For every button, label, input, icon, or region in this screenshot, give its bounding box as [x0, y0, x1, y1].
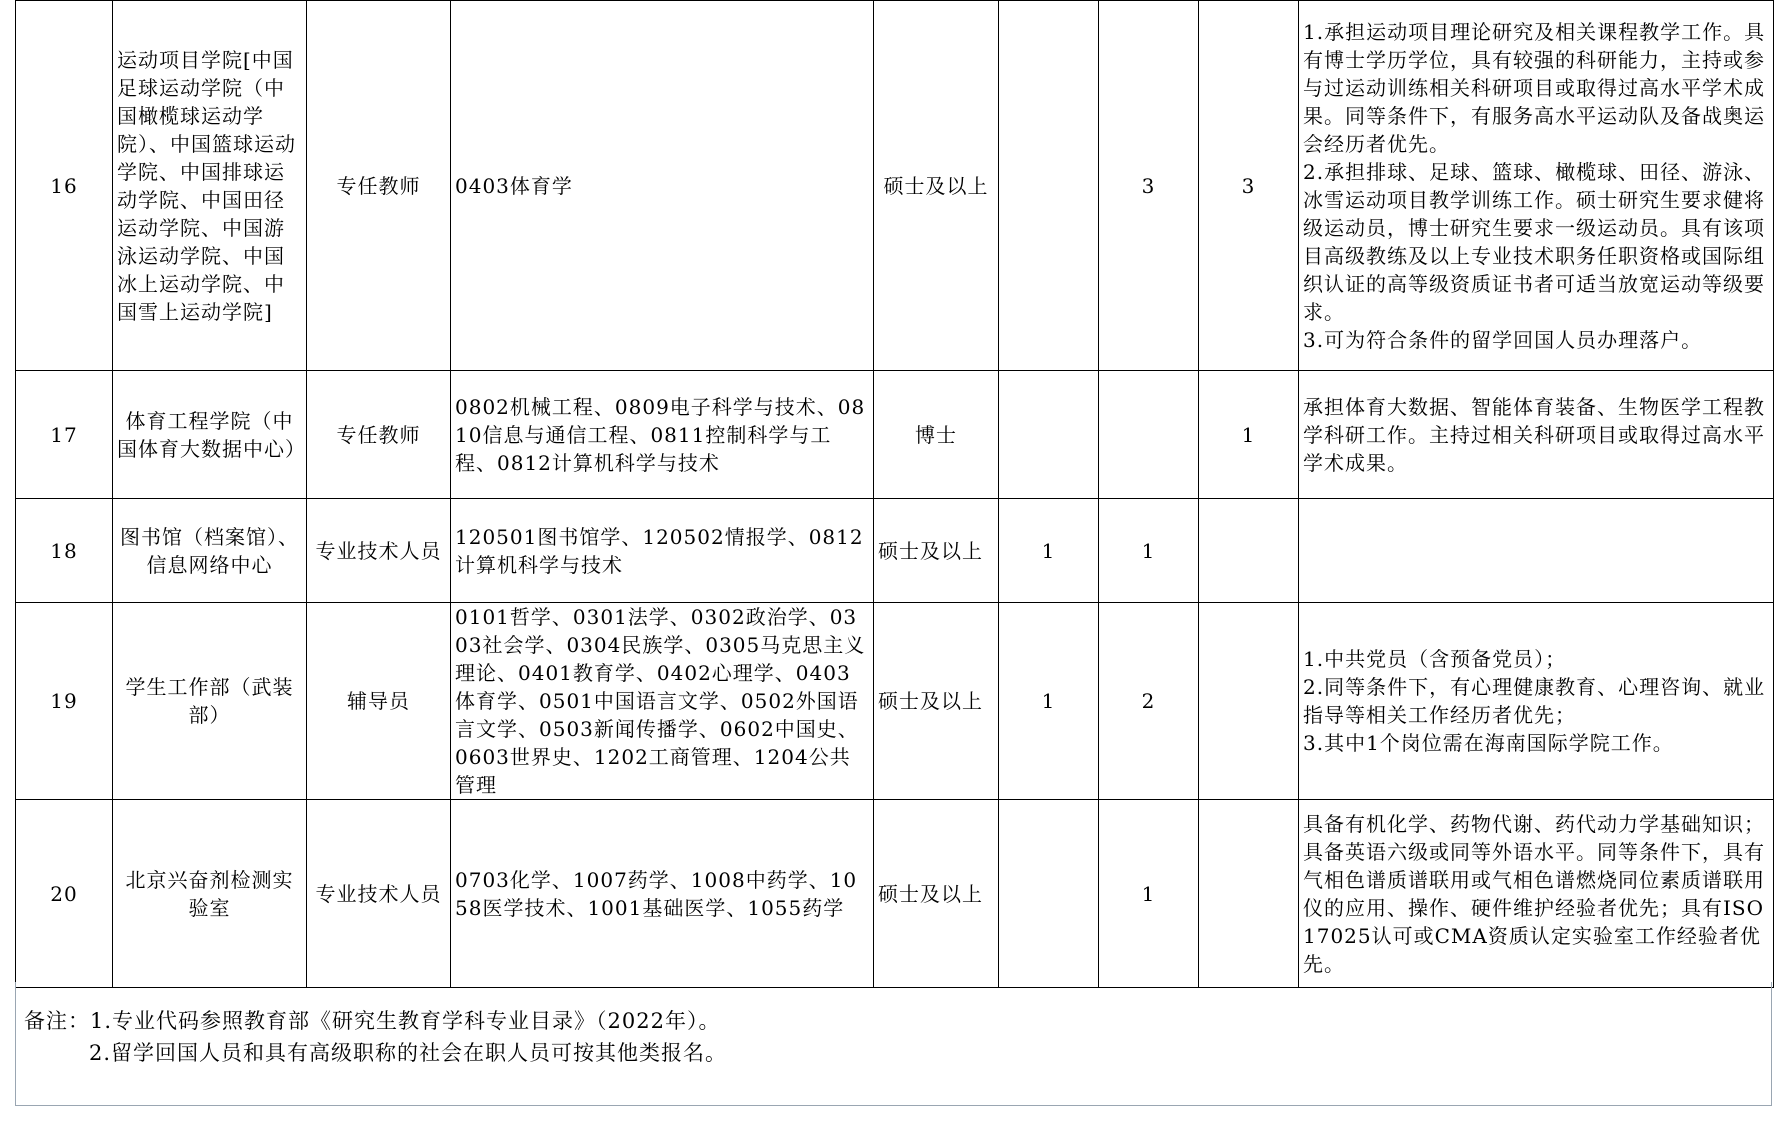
- department-cell: 运动项目学院[中国足球运动学院（中国橄榄球运动学院）、中国篮球运动学院、中国排球运动学院、中国田径运动学院、中国游泳运动学院、中国冰上运动学院、中国雪上运动学院]: [113, 1, 307, 371]
- count-cell-1: 1: [999, 603, 1099, 800]
- position-cell: 专任教师: [307, 371, 451, 499]
- department-cell: 体育工程学院（中国体育大数据中心）: [113, 371, 307, 499]
- recruitment-table: [15, 0, 1774, 988]
- major-cell: 0703化学、1007药学、1008中药学、1058医学技术、1001基础医学、1055药学: [451, 800, 874, 988]
- count-cell-2: 1: [1099, 499, 1199, 603]
- count-cell-1: [999, 800, 1099, 988]
- table-row: [16, 1, 1774, 371]
- position-cell: 专业技术人员: [307, 800, 451, 988]
- degree-cell: 硕士及以上: [874, 800, 999, 988]
- count-cell-2: 3: [1099, 1, 1199, 371]
- requirements-cell: 1.承担运动项目理论研究及相关课程教学工作。具有博士学历学位，具有较强的科研能力，主持或参与过运动训练相关科研项目或取得过高水平学术成果。同等条件下，有服务高水平运动队及备战奥运会经历者优先。 2.承担排球、足球、篮球、橄榄球、田径、游泳、冰雪运动项目教学训练工作。硕士研究生要求健将级运动员，博士研究生要求一级运动员。具有该项目高级教练及以上专业技术职务任职资格或国际组织认证的高等级资质证书者可适当放宽运动等级要求。 3.可为符合条件的留学回国人员办理落户。: [1299, 1, 1774, 371]
- department-cell: 学生工作部（武装部）: [113, 603, 307, 800]
- degree-cell: 硕士及以上: [874, 1, 999, 371]
- count-cell-3: [1199, 499, 1299, 603]
- degree-cell: 硕士及以上: [874, 603, 999, 800]
- requirements-cell: 承担体育大数据、智能体育装备、生物医学工程教学科研工作。主持过相关科研项目或取得过高水平学术成果。: [1299, 371, 1774, 499]
- requirements-cell: [1299, 499, 1774, 603]
- major-cell: 0101哲学、0301法学、0302政治学、0303社会学、0304民族学、0305马克思主义理论、0401教育学、0402心理学、0403体育学、0501中国语言文学、0502外国语言文学、0503新闻传播学、0602中国史、0603世界史、1202工商管理、1204公共管理: [451, 603, 874, 800]
- row-number: 17: [16, 371, 113, 499]
- row-number: 20: [16, 800, 113, 988]
- position-cell: 辅导员: [307, 603, 451, 800]
- count-cell-3: 3: [1199, 1, 1299, 371]
- count-cell-2: [1099, 371, 1199, 499]
- count-cell-1: [999, 1, 1099, 371]
- degree-cell: 博士: [874, 371, 999, 499]
- notes-box: [15, 982, 1772, 1106]
- table-row: [16, 499, 1774, 603]
- count-cell-2: 1: [1099, 800, 1199, 988]
- major-cell: 120501图书馆学、120502情报学、0812计算机科学与技术: [451, 499, 874, 603]
- count-cell-3: [1199, 800, 1299, 988]
- major-cell: 0802机械工程、0809电子科学与技术、0810信息与通信工程、0811控制科学与工程、0812计算机科学与技术: [451, 371, 874, 499]
- table-row: [16, 603, 1774, 800]
- row-number: 16: [16, 1, 113, 371]
- requirements-cell: 具备有机化学、药物代谢、药代动力学基础知识；具备英语六级或同等外语水平。同等条件下，具有气相色谱质谱联用或气相色谱燃烧同位素质谱联用仪的应用、操作、硬件维护经验者优先；具有ISO17025认可或CMA资质认定实验室工作经验者优先。: [1299, 800, 1774, 988]
- count-cell-1: 1: [999, 499, 1099, 603]
- note-line-1: 备注：1.专业代码参照教育部《研究生教育学科专业目录》（2022年）。: [24, 1009, 721, 1033]
- count-cell-3: 1: [1199, 371, 1299, 499]
- degree-cell: 硕士及以上: [874, 499, 999, 603]
- count-cell-1: [999, 371, 1099, 499]
- row-number: 19: [16, 603, 113, 800]
- table-row: [16, 371, 1774, 499]
- count-cell-3: [1199, 603, 1299, 800]
- row-number: 18: [16, 499, 113, 603]
- table-row: [16, 800, 1774, 988]
- note-line-2: 2.留学回国人员和具有高级职称的社会在职人员可按其他类报名。: [89, 1041, 728, 1065]
- major-cell: 0403体育学: [451, 1, 874, 371]
- position-cell: 专业技术人员: [307, 499, 451, 603]
- position-cell: 专任教师: [307, 1, 451, 371]
- department-cell: 图书馆（档案馆）、信息网络中心: [113, 499, 307, 603]
- requirements-cell: 1.中共党员（含预备党员）； 2.同等条件下，有心理健康教育、心理咨询、就业指导等相关工作经历者优先； 3.其中1个岗位需在海南国际学院工作。: [1299, 603, 1774, 800]
- department-cell: 北京兴奋剂检测实验室: [113, 800, 307, 988]
- count-cell-2: 2: [1099, 603, 1199, 800]
